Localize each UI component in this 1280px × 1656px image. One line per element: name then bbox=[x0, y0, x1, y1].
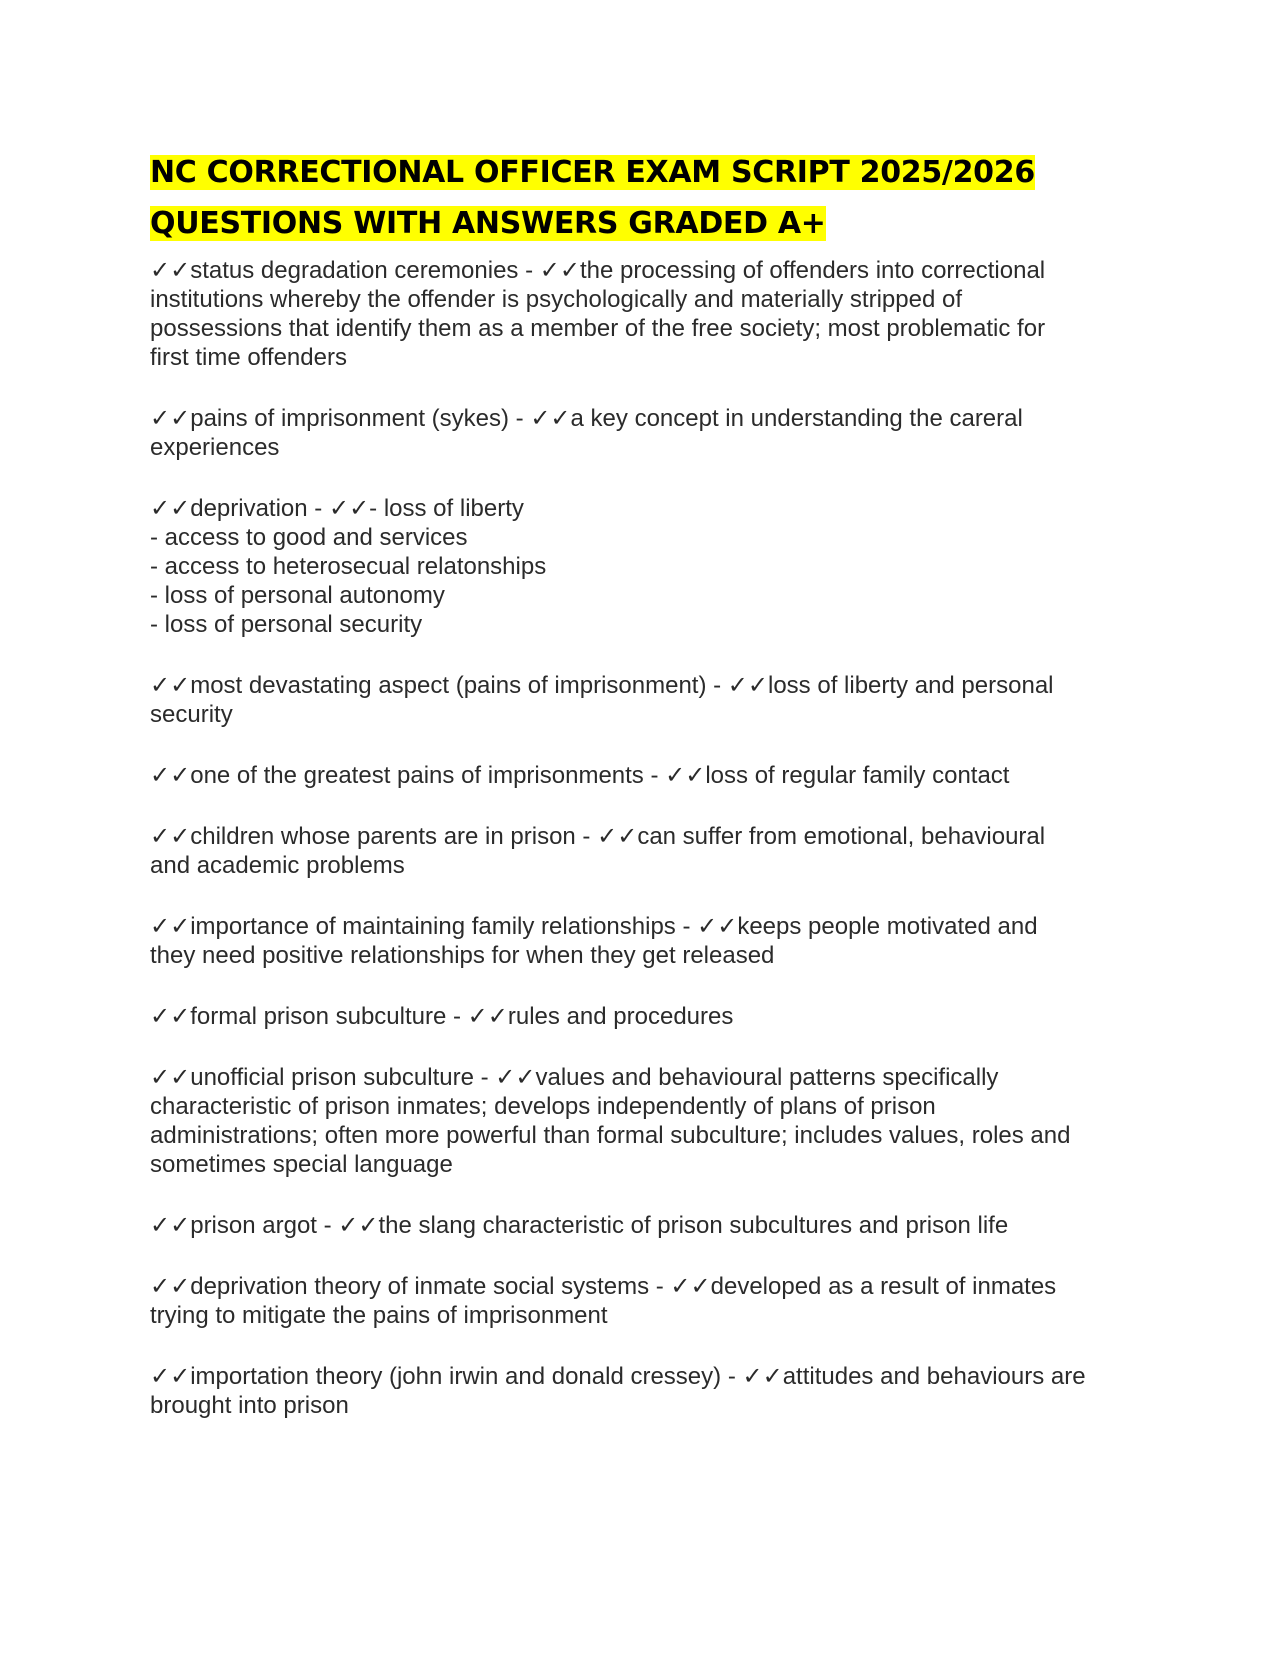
entry-line: - loss of personal autonomy bbox=[150, 582, 445, 609]
qa-entry bbox=[150, 1362, 1150, 1420]
entry-line: administrations; often more powerful than formal subculture; includes values, roles and bbox=[150, 1122, 1071, 1149]
qa-entry bbox=[150, 1272, 1150, 1330]
entry-line: ✓✓deprivation theory of inmate social systems - ✓✓developed as a result of inmates bbox=[150, 1273, 1057, 1300]
entry-line: ✓✓deprivation - ✓✓- loss of liberty bbox=[150, 495, 524, 522]
entry-line: they need positive relationships for when they get released bbox=[150, 942, 775, 969]
entry-line: ✓✓one of the greatest pains of imprisonments - ✓✓loss of regular family contact bbox=[150, 762, 1010, 789]
qa-entry bbox=[150, 761, 1150, 790]
qa-entries bbox=[150, 256, 1150, 1420]
entry-line: possessions that identify them as a member of the free society; most problematic for bbox=[150, 315, 1046, 342]
entry-line: - access to heterosecual relatonships bbox=[150, 553, 547, 580]
entry-line: brought into prison bbox=[150, 1392, 349, 1419]
entry-line: - loss of personal security bbox=[150, 611, 423, 638]
title-line: NC CORRECTIONAL OFFICER EXAM SCRIPT 2025/2026 bbox=[150, 155, 1035, 190]
entry-line: ✓✓importance of maintaining family relationships - ✓✓keeps people motivated and bbox=[150, 913, 1038, 940]
entry-line: security bbox=[150, 701, 233, 728]
entry-line: ✓✓formal prison subculture - ✓✓rules and procedures bbox=[150, 1003, 734, 1030]
qa-entry bbox=[150, 912, 1150, 970]
title-line: QUESTIONS WITH ANSWERS GRADED A+ bbox=[150, 206, 826, 241]
entry-line: ✓✓unofficial prison subculture - ✓✓values and behavioural patterns specifically bbox=[150, 1064, 999, 1091]
qa-entry bbox=[150, 1002, 1150, 1031]
entry-line: trying to mitigate the pains of imprisonment bbox=[150, 1302, 608, 1329]
document-title bbox=[150, 150, 1150, 252]
entry-line: ✓✓most devastating aspect (pains of imprisonment) - ✓✓loss of liberty and personal bbox=[150, 672, 1054, 699]
entry-line: first time offenders bbox=[150, 344, 347, 371]
entry-line: experiences bbox=[150, 434, 280, 461]
entry-line: ✓✓status degradation ceremonies - ✓✓the processing of offenders into correctional bbox=[150, 257, 1046, 284]
entry-line: ✓✓prison argot - ✓✓the slang characteristic of prison subcultures and prison life bbox=[150, 1212, 1009, 1239]
entry-line: ✓✓pains of imprisonment (sykes) - ✓✓a key concept in understanding the careral bbox=[150, 405, 1023, 432]
entry-line: sometimes special language bbox=[150, 1151, 453, 1178]
document-page bbox=[150, 150, 1150, 1452]
entry-line: ✓✓children whose parents are in prison - ✓✓can suffer from emotional, behavioural bbox=[150, 823, 1046, 850]
qa-entry bbox=[150, 404, 1150, 462]
entry-line: and academic problems bbox=[150, 852, 405, 879]
entry-line: characteristic of prison inmates; develops independently of plans of prison bbox=[150, 1093, 936, 1120]
qa-entry bbox=[150, 822, 1150, 880]
qa-entry bbox=[150, 1211, 1150, 1240]
qa-entry bbox=[150, 494, 1150, 639]
entry-line: ✓✓importation theory (john irwin and donald cressey) - ✓✓attitudes and behaviours are bbox=[150, 1363, 1086, 1390]
entry-line: - access to good and services bbox=[150, 524, 468, 551]
qa-entry bbox=[150, 1063, 1150, 1179]
qa-entry bbox=[150, 256, 1150, 372]
qa-entry bbox=[150, 671, 1150, 729]
entry-line: institutions whereby the offender is psychologically and materially stripped of bbox=[150, 286, 962, 313]
